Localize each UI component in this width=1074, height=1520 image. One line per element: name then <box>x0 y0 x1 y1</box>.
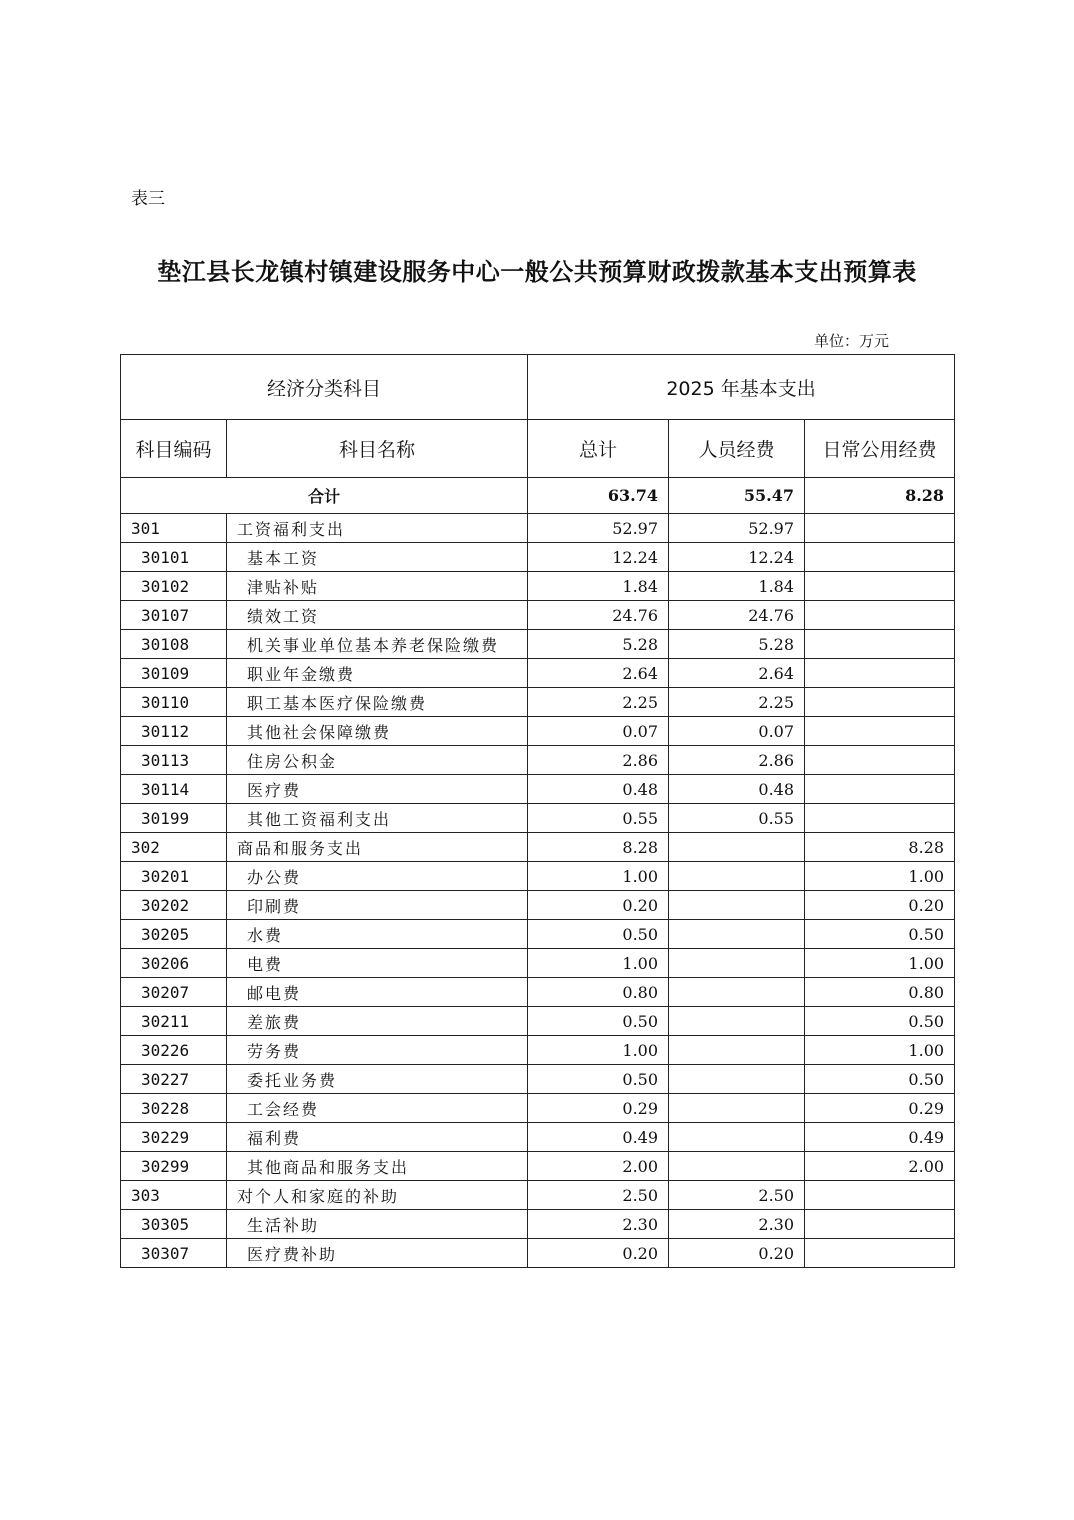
row-code: 30211 <box>121 1007 227 1036</box>
table-row <box>121 746 955 775</box>
row-code: 30305 <box>121 1210 227 1239</box>
row-code: 30202 <box>121 891 227 920</box>
row-name: 医疗费 <box>227 775 528 804</box>
row-total: 1.00 <box>528 862 669 891</box>
table-row <box>121 775 955 804</box>
row-name: 商品和服务支出 <box>227 833 528 862</box>
table-row <box>121 630 955 659</box>
row-total: 0.48 <box>528 775 669 804</box>
row-code: 30226 <box>121 1036 227 1065</box>
header-row-1 <box>121 355 955 420</box>
row-public: 0.50 <box>805 1065 955 1094</box>
row-total: 2.30 <box>528 1210 669 1239</box>
row-name: 基本工资 <box>227 543 528 572</box>
row-name: 职业年金缴费 <box>227 659 528 688</box>
row-code: 30201 <box>121 862 227 891</box>
table-row <box>121 1210 955 1239</box>
row-personnel <box>669 1036 805 1065</box>
row-personnel <box>669 1094 805 1123</box>
row-public <box>805 688 955 717</box>
table-body <box>121 514 955 1268</box>
table-row <box>121 891 955 920</box>
row-total: 1.00 <box>528 949 669 978</box>
row-total: 8.28 <box>528 833 669 862</box>
row-public: 8.28 <box>805 833 955 862</box>
row-name: 医疗费补助 <box>227 1239 528 1268</box>
row-personnel <box>669 862 805 891</box>
row-personnel: 0.07 <box>669 717 805 746</box>
row-total: 52.97 <box>528 514 669 543</box>
row-personnel: 5.28 <box>669 630 805 659</box>
row-name: 劳务费 <box>227 1036 528 1065</box>
row-public: 1.00 <box>805 1036 955 1065</box>
row-code: 30110 <box>121 688 227 717</box>
row-personnel <box>669 949 805 978</box>
row-personnel: 52.97 <box>669 514 805 543</box>
row-total: 0.20 <box>528 1239 669 1268</box>
header-public: 日常公用经费 <box>805 420 955 478</box>
table-row <box>121 601 955 630</box>
table-row <box>121 659 955 688</box>
row-public: 1.00 <box>805 949 955 978</box>
row-personnel: 1.84 <box>669 572 805 601</box>
row-code: 30101 <box>121 543 227 572</box>
row-public: 0.50 <box>805 920 955 949</box>
table-row <box>121 572 955 601</box>
row-total: 2.64 <box>528 659 669 688</box>
row-code: 30102 <box>121 572 227 601</box>
row-public <box>805 717 955 746</box>
table-row <box>121 717 955 746</box>
row-total: 0.07 <box>528 717 669 746</box>
row-name: 差旅费 <box>227 1007 528 1036</box>
row-public: 0.20 <box>805 891 955 920</box>
total-personnel: 55.47 <box>669 478 805 514</box>
row-personnel: 0.48 <box>669 775 805 804</box>
total-total: 63.74 <box>528 478 669 514</box>
row-personnel: 12.24 <box>669 543 805 572</box>
row-name: 电费 <box>227 949 528 978</box>
row-total: 12.24 <box>528 543 669 572</box>
row-name: 生活补助 <box>227 1210 528 1239</box>
table-row <box>121 978 955 1007</box>
table-row <box>121 1036 955 1065</box>
row-total: 2.50 <box>528 1181 669 1210</box>
row-total: 5.28 <box>528 630 669 659</box>
row-code: 302 <box>121 833 227 862</box>
table-row <box>121 862 955 891</box>
row-total: 24.76 <box>528 601 669 630</box>
row-name: 工会经费 <box>227 1094 528 1123</box>
row-name: 住房公积金 <box>227 746 528 775</box>
row-public <box>805 659 955 688</box>
row-total: 2.25 <box>528 688 669 717</box>
row-personnel <box>669 891 805 920</box>
header-personnel: 人员经费 <box>669 420 805 478</box>
row-name: 办公费 <box>227 862 528 891</box>
row-name: 其他商品和服务支出 <box>227 1152 528 1181</box>
total-label: 合计 <box>121 478 528 514</box>
row-personnel: 24.76 <box>669 601 805 630</box>
row-public <box>805 1210 955 1239</box>
row-public <box>805 543 955 572</box>
row-name: 职工基本医疗保险缴费 <box>227 688 528 717</box>
row-code: 30227 <box>121 1065 227 1094</box>
row-public <box>805 514 955 543</box>
row-name: 工资福利支出 <box>227 514 528 543</box>
row-public: 1.00 <box>805 862 955 891</box>
row-name: 印刷费 <box>227 891 528 920</box>
row-public <box>805 601 955 630</box>
row-personnel: 0.55 <box>669 804 805 833</box>
row-name: 绩效工资 <box>227 601 528 630</box>
row-public <box>805 775 955 804</box>
row-name: 其他社会保障缴费 <box>227 717 528 746</box>
row-personnel: 2.64 <box>669 659 805 688</box>
row-personnel: 2.86 <box>669 746 805 775</box>
table-row <box>121 514 955 543</box>
row-total: 2.86 <box>528 746 669 775</box>
row-code: 30112 <box>121 717 227 746</box>
total-public: 8.28 <box>805 478 955 514</box>
table-row <box>121 1007 955 1036</box>
row-code: 30228 <box>121 1094 227 1123</box>
row-public <box>805 804 955 833</box>
row-code: 30307 <box>121 1239 227 1268</box>
row-total: 0.55 <box>528 804 669 833</box>
budget-table <box>120 354 955 1268</box>
table-row <box>121 1239 955 1268</box>
row-code: 30109 <box>121 659 227 688</box>
row-personnel <box>669 920 805 949</box>
row-total: 0.80 <box>528 978 669 1007</box>
row-public: 0.29 <box>805 1094 955 1123</box>
row-public <box>805 1239 955 1268</box>
table-row <box>121 949 955 978</box>
header-econ-class: 经济分类科目 <box>121 355 528 420</box>
row-personnel <box>669 978 805 1007</box>
row-public: 0.80 <box>805 978 955 1007</box>
row-personnel <box>669 1123 805 1152</box>
total-row <box>121 478 955 514</box>
row-name: 对个人和家庭的补助 <box>227 1181 528 1210</box>
table-row <box>121 1152 955 1181</box>
table-row <box>121 920 955 949</box>
table-label: 表三 <box>131 189 165 209</box>
table-row <box>121 804 955 833</box>
row-total: 0.50 <box>528 920 669 949</box>
row-name: 津贴补贴 <box>227 572 528 601</box>
table-row <box>121 1094 955 1123</box>
row-code: 30108 <box>121 630 227 659</box>
row-code: 301 <box>121 514 227 543</box>
row-personnel <box>669 1152 805 1181</box>
table-row <box>121 543 955 572</box>
row-total: 0.49 <box>528 1123 669 1152</box>
row-name: 邮电费 <box>227 978 528 1007</box>
row-total: 0.50 <box>528 1065 669 1094</box>
row-code: 303 <box>121 1181 227 1210</box>
table-row <box>121 1123 955 1152</box>
unit-label: 单位：万元 <box>814 332 890 350</box>
header-name: 科目名称 <box>227 420 528 478</box>
table-row <box>121 688 955 717</box>
header-total: 总计 <box>528 420 669 478</box>
row-name: 委托业务费 <box>227 1065 528 1094</box>
row-code: 30107 <box>121 601 227 630</box>
row-public: 0.50 <box>805 1007 955 1036</box>
header-row-2 <box>121 420 955 478</box>
row-name: 其他工资福利支出 <box>227 804 528 833</box>
row-total: 0.50 <box>528 1007 669 1036</box>
row-name: 福利费 <box>227 1123 528 1152</box>
row-personnel: 2.25 <box>669 688 805 717</box>
row-total: 0.29 <box>528 1094 669 1123</box>
row-personnel <box>669 1065 805 1094</box>
row-public <box>805 630 955 659</box>
row-public: 2.00 <box>805 1152 955 1181</box>
row-total: 1.84 <box>528 572 669 601</box>
row-code: 30205 <box>121 920 227 949</box>
row-public <box>805 1181 955 1210</box>
row-name: 水费 <box>227 920 528 949</box>
row-code: 30199 <box>121 804 227 833</box>
row-total: 1.00 <box>528 1036 669 1065</box>
row-personnel: 2.30 <box>669 1210 805 1239</box>
row-total: 0.20 <box>528 891 669 920</box>
row-total: 2.00 <box>528 1152 669 1181</box>
row-public <box>805 572 955 601</box>
row-code: 30113 <box>121 746 227 775</box>
row-code: 30299 <box>121 1152 227 1181</box>
table-row <box>121 1065 955 1094</box>
row-code: 30229 <box>121 1123 227 1152</box>
row-code: 30114 <box>121 775 227 804</box>
row-public <box>805 746 955 775</box>
table-row <box>121 833 955 862</box>
table-row <box>121 1181 955 1210</box>
row-name: 机关事业单位基本养老保险缴费 <box>227 630 528 659</box>
page-title: 垫江县长龙镇村镇建设服务中心一般公共预算财政拨款基本支出预算表 <box>157 258 917 286</box>
row-public: 0.49 <box>805 1123 955 1152</box>
row-code: 30207 <box>121 978 227 1007</box>
row-personnel: 0.20 <box>669 1239 805 1268</box>
header-code: 科目编码 <box>121 420 227 478</box>
header-year-basic: 2025 年基本支出 <box>528 355 955 420</box>
row-personnel: 2.50 <box>669 1181 805 1210</box>
row-personnel <box>669 833 805 862</box>
row-personnel <box>669 1007 805 1036</box>
row-code: 30206 <box>121 949 227 978</box>
